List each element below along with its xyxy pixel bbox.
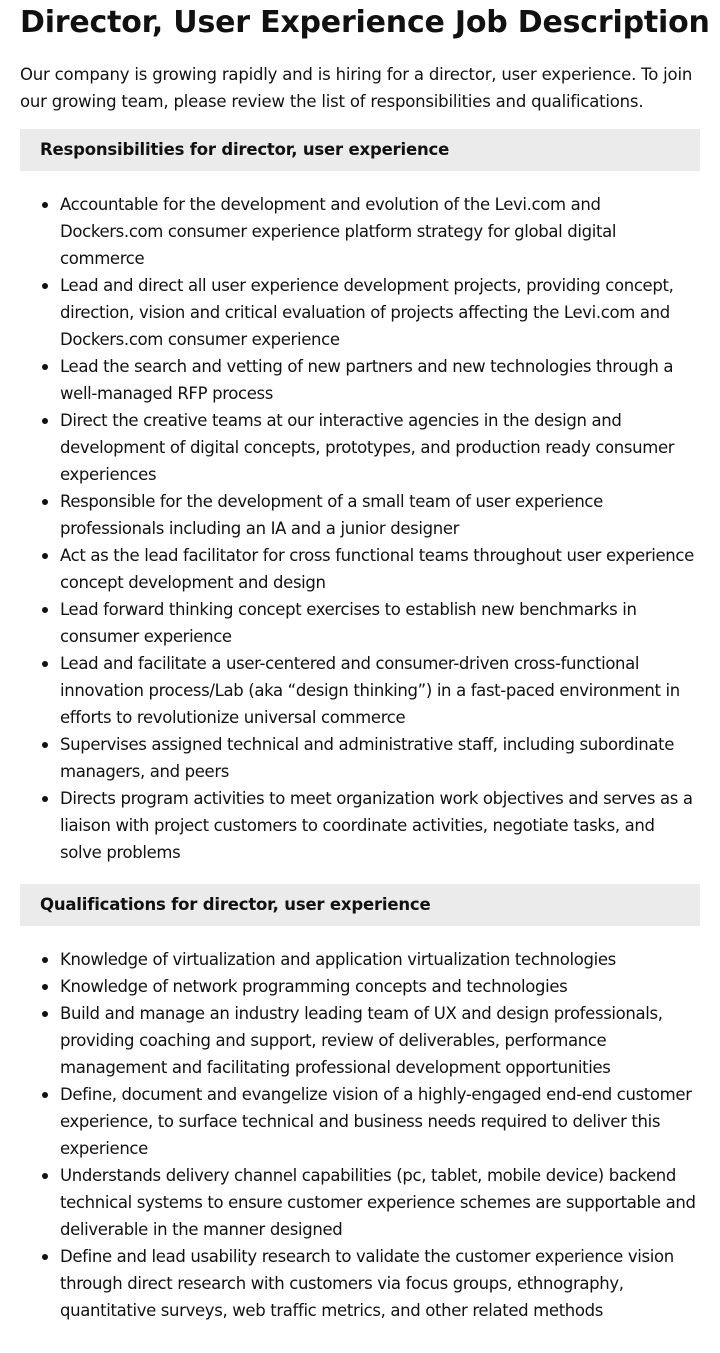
list-item-text: Directs program activities to meet organization work objectives and serves as a liaison with project customers to coordinate activities, negotiate tasks, and solve problems xyxy=(60,789,693,862)
list-item xyxy=(20,407,700,488)
list-item-text: Lead the search and vetting of new partners and new technologies through a well-managed RFP process xyxy=(60,357,674,403)
bullet-icon xyxy=(42,283,48,289)
list-item xyxy=(20,1081,700,1162)
list-item xyxy=(20,731,700,785)
bullet-icon xyxy=(42,553,48,559)
list-item xyxy=(20,596,700,650)
list-item-text: Lead and direct all user experience development projects, providing concept, direction, vision and critical evaluation of projects affecting the Levi.com and Dockers.com consumer experience xyxy=(60,276,674,349)
list-item-text: Define and lead usability research to validate the customer experience vision through direct research with customers via focus groups, ethnography, quantitative surveys, web traffic metrics, and other related methods xyxy=(60,1247,674,1320)
bullet-icon xyxy=(42,202,48,208)
list-item xyxy=(20,1000,700,1081)
list-item-text: Supervises assigned technical and administrative staff, including subordinate managers, and peers xyxy=(60,735,675,781)
list-item-text: Lead forward thinking concept exercises to establish new benchmarks in consumer experience xyxy=(60,600,637,646)
bullet-icon xyxy=(42,607,48,613)
bullet-icon xyxy=(42,1092,48,1098)
bullet-icon xyxy=(42,499,48,505)
page-title: Director, User Experience Job Description xyxy=(20,5,710,40)
list-item xyxy=(20,1243,700,1324)
bullet-icon xyxy=(42,364,48,370)
bullet-icon xyxy=(42,742,48,748)
list-item-text: Direct the creative teams at our interactive agencies in the design and development of digital concepts, prototypes, and production ready consumer experiences xyxy=(60,411,675,484)
list-item-text: Define, document and evangelize vision of a highly-engaged end-end customer experience, to surface technical and business needs required to deliver this experience xyxy=(60,1085,692,1158)
list-item xyxy=(20,488,700,542)
list-item xyxy=(20,272,700,353)
list-item xyxy=(20,1162,700,1243)
list-item xyxy=(20,191,700,272)
bullet-icon xyxy=(42,1173,48,1179)
list-item-text: Build and manage an industry leading team of UX and design professionals, providing coaching and support, review of deliverables, performance management and facilitating professional development opportunities xyxy=(60,1004,663,1077)
bullet-icon xyxy=(42,418,48,424)
list-item xyxy=(20,946,700,973)
list-item-text: Knowledge of virtualization and application virtualization technologies xyxy=(60,950,616,969)
bullet-icon xyxy=(42,957,48,963)
list-item-text: Responsible for the development of a small team of user experience professionals including an IA and a junior designer xyxy=(60,492,603,538)
qualifications-list xyxy=(20,946,700,1324)
list-item-text: Understands delivery channel capabilities (pc, tablet, mobile device) backend technical systems to ensure customer experience schemes are supportable and deliverable in the manner designed xyxy=(60,1166,696,1239)
list-item-text: Lead and facilitate a user-centered and consumer-driven cross-functional innovation process/Lab (aka “design thinking”) in a fast-paced environment in efforts to revolutionize universal commerce xyxy=(60,654,680,727)
bullet-icon xyxy=(42,1011,48,1017)
list-item xyxy=(20,650,700,731)
list-item xyxy=(20,353,700,407)
bullet-icon xyxy=(42,1254,48,1260)
list-item-text: Knowledge of network programming concepts and technologies xyxy=(60,977,568,996)
list-item xyxy=(20,542,700,596)
bullet-icon xyxy=(42,661,48,667)
bullet-icon xyxy=(42,984,48,990)
qualifications-heading: Qualifications for director, user experience xyxy=(20,884,700,926)
bullet-icon xyxy=(42,796,48,802)
list-item xyxy=(20,973,700,1000)
responsibilities-list xyxy=(20,191,700,866)
list-item-text: Accountable for the development and evolution of the Levi.com and Dockers.com consumer experience platform strategy for global digital commerce xyxy=(60,195,617,268)
intro-paragraph: Our company is growing rapidly and is hiring for a director, user experience. To join our growing team, please review the list of responsibilities and qualifications. xyxy=(20,65,693,111)
list-item-text: Act as the lead facilitator for cross functional teams throughout user experience concept development and design xyxy=(60,546,694,592)
responsibilities-heading: Responsibilities for director, user experience xyxy=(20,129,700,171)
list-item xyxy=(20,785,700,866)
